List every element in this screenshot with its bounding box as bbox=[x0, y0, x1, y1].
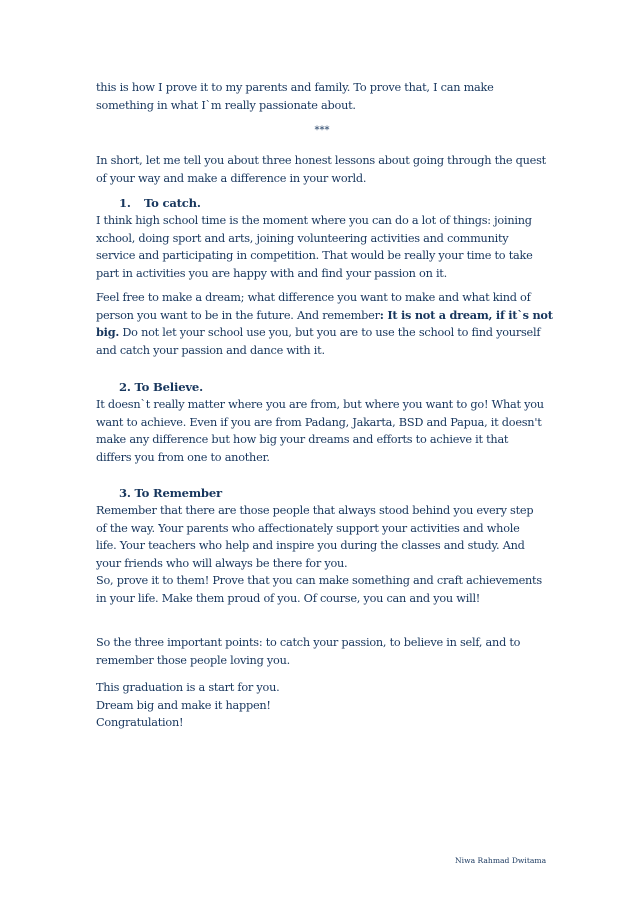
heading-number: 1. bbox=[119, 196, 131, 210]
text-line: life. Your teachers who help and inspire you during the classes and study. And bbox=[96, 539, 525, 553]
section-separator: *** bbox=[314, 125, 330, 136]
text-line: This graduation is a start for you. bbox=[96, 681, 280, 694]
text-line: want to achieve. Even if you are from Padang, Jakarta, BSD and Papua, it doesn't bbox=[96, 415, 542, 429]
text-line: differs you from one to another. bbox=[96, 450, 270, 464]
footer-author: Niwa Rahmad Dwitama bbox=[455, 856, 547, 865]
heading-title: To catch. bbox=[144, 196, 201, 210]
text-line: Feel free to make a dream; what difference you want to make and what kind of bbox=[96, 291, 531, 304]
text-line: Congratulation! bbox=[96, 716, 184, 730]
text-line: Remember that there are those people that always stood behind you every step bbox=[96, 504, 534, 517]
text-line: So the three important points: to catch your passion, to believe in self, and to bbox=[96, 636, 521, 649]
closing-paragraph bbox=[96, 679, 548, 732]
text-line: of your way and make a difference in your world. bbox=[96, 171, 367, 185]
text-line: of the way. Your parents who affectionately support your activities and whole bbox=[96, 521, 520, 535]
believe-paragraph bbox=[96, 396, 548, 466]
text-line: In short, let me tell you about three honest lessons about going through the quest bbox=[96, 154, 546, 167]
text-line: It doesn`t really matter where you are from, but where you want to go! What you bbox=[96, 398, 544, 411]
section-heading-catch bbox=[119, 195, 201, 212]
text-line: So, prove it to them! Prove that you can make something and craft achievements bbox=[96, 574, 542, 587]
text-line bbox=[96, 307, 553, 325]
remember-paragraph-1 bbox=[96, 502, 548, 572]
text-line: in your life. Make them proud of you. Of course, you can and you will! bbox=[96, 591, 481, 605]
text-line: and catch your passion and dance with it. bbox=[96, 343, 325, 357]
text-line: this is how I prove it to my parents and family. To prove that, I can make bbox=[96, 81, 494, 94]
intro-paragraph bbox=[96, 79, 548, 114]
emphasis-text: big. bbox=[96, 325, 120, 340]
section-heading-believe: 2. To Believe. bbox=[119, 380, 203, 394]
text-line: xchool, doing sport and arts, joining volunteering activities and community bbox=[96, 231, 509, 245]
text-line bbox=[96, 324, 548, 342]
catch-paragraph-2 bbox=[96, 289, 553, 359]
text-segment: Do not let your school use you, but you are to use the school to find yourself bbox=[119, 326, 541, 340]
text-line: Dream big and make it happen! bbox=[96, 698, 271, 712]
text-line: service and participating in competition. That would be really your time to take bbox=[96, 249, 533, 263]
catch-paragraph-1 bbox=[96, 212, 548, 282]
remember-paragraph-2 bbox=[96, 572, 548, 607]
emphasis-text: : It is not a dream, if it`s not bbox=[379, 307, 553, 322]
text-line: your friends who will always be there for you. bbox=[96, 556, 348, 570]
text-segment: person you want to be in the future. And remember bbox=[96, 308, 380, 322]
text-line: I think high school time is the moment where you can do a lot of things: joining bbox=[96, 214, 532, 227]
text-line: remember those people loving you. bbox=[96, 653, 290, 667]
section-heading-remember: 3. To Remember bbox=[119, 486, 222, 500]
text-line: part in activities you are happy with and find your passion on it. bbox=[96, 266, 447, 280]
points-paragraph bbox=[96, 634, 548, 669]
text-line: something in what I`m really passionate about. bbox=[96, 98, 356, 112]
summary-paragraph bbox=[96, 152, 548, 187]
text-line: make any difference but how big your dreams and efforts to achieve it that bbox=[96, 433, 509, 447]
